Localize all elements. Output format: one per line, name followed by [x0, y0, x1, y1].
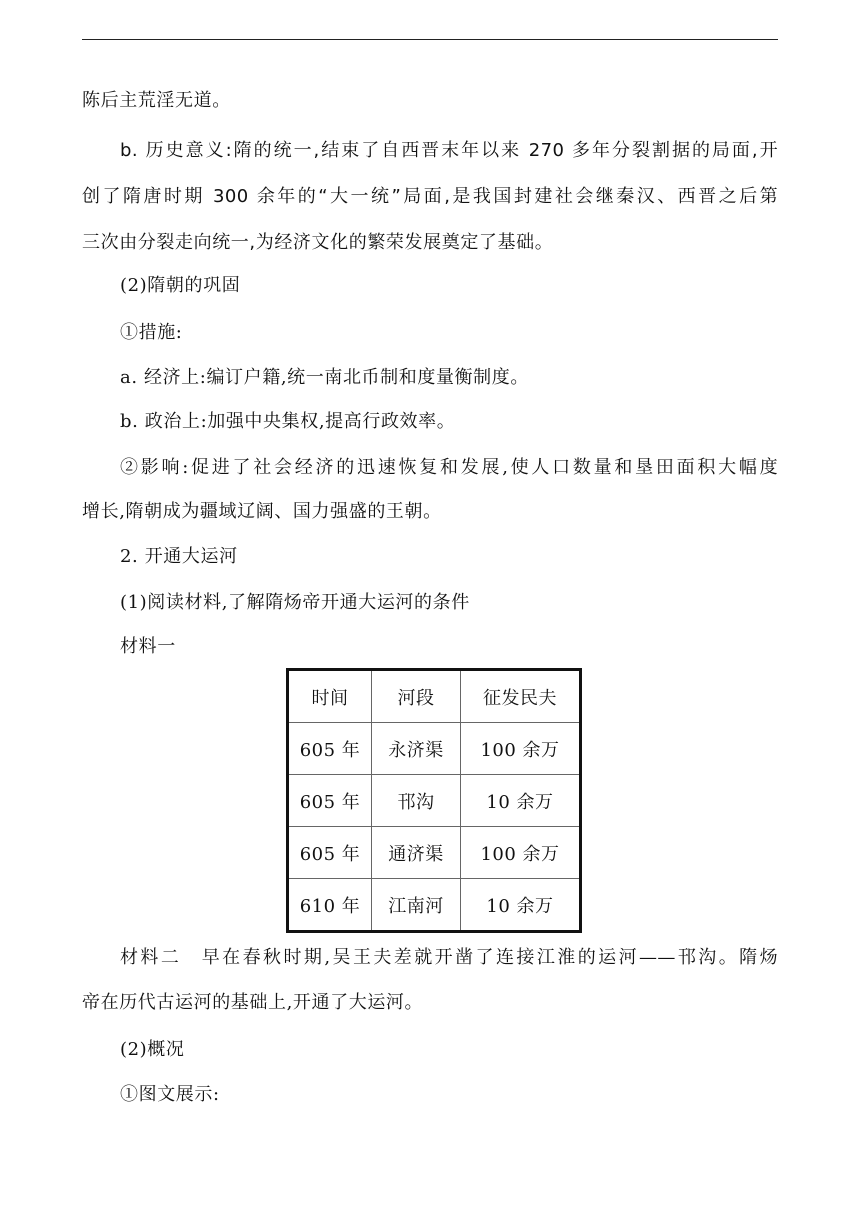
paragraph-impact: ②影响:促进了社会经济的迅速恢复和发展,使人口数量和垦田面积大幅度	[120, 457, 778, 478]
paragraph-text: 增长,隋朝成为疆域辽阔、国力强盛的王朝。	[82, 501, 442, 522]
paragraph-text: 三次由分裂走向统一,为经济文化的繁荣发展奠定了基础。	[82, 232, 554, 253]
table-row	[288, 775, 581, 827]
subheading: ①图文展示:	[120, 1084, 220, 1105]
table-cell: 605 年	[288, 723, 372, 775]
table-cell: 10 余万	[461, 879, 581, 932]
table-header-cell: 河段	[372, 670, 461, 723]
table-row	[288, 723, 581, 775]
paragraph-text: b. 政治上:加强中央集权,提高行政效率。	[120, 411, 456, 432]
section-heading: 2. 开通大运河	[120, 546, 238, 567]
table-cell: 10 余万	[461, 775, 581, 827]
table-cell: 江南河	[372, 879, 461, 932]
paragraph-text: 创了隋唐时期 300 余年的“大一统”局面,是我国封建社会继秦汉、西晋之后第	[82, 186, 778, 207]
paragraph-historical-significance: b. 历史意义:隋的统一,结束了自西晋末年以来 270 多年分裂割据的局面,开	[120, 140, 778, 161]
table-row	[288, 879, 581, 932]
section-heading: (2)隋朝的巩固	[120, 275, 241, 296]
table-cell: 邗沟	[372, 775, 461, 827]
table-cell: 610 年	[288, 879, 372, 932]
table-header-row	[288, 670, 581, 723]
table-cell: 通济渠	[372, 827, 461, 879]
table-cell: 605 年	[288, 827, 372, 879]
table-cell: 100 余万	[461, 827, 581, 879]
canal-table	[286, 668, 582, 933]
table-row	[288, 827, 581, 879]
table-cell: 100 余万	[461, 723, 581, 775]
subheading: ①措施:	[120, 322, 183, 343]
subheading: (2)概况	[120, 1039, 185, 1060]
subheading: (1)阅读材料,了解隋炀帝开通大运河的条件	[120, 592, 470, 613]
material-label: 材料一	[120, 636, 176, 657]
table-cell: 永济渠	[372, 723, 461, 775]
paragraph-text: a. 经济上:编订户籍,统一南北币制和度量衡制度。	[120, 367, 529, 388]
paragraph-material-two: 材料二 早在春秋时期,吴王夫差就开凿了连接江淮的运河——邗沟。隋炀	[120, 947, 778, 968]
table-header-cell: 征发民夫	[461, 670, 581, 723]
paragraph-text: 陈后主荒淫无道。	[82, 90, 231, 111]
paragraph-text: 帝在历代古运河的基础上,开通了大运河。	[82, 992, 424, 1013]
table-header-cell: 时间	[288, 670, 372, 723]
header-rule	[82, 39, 778, 40]
table-cell: 605 年	[288, 775, 372, 827]
